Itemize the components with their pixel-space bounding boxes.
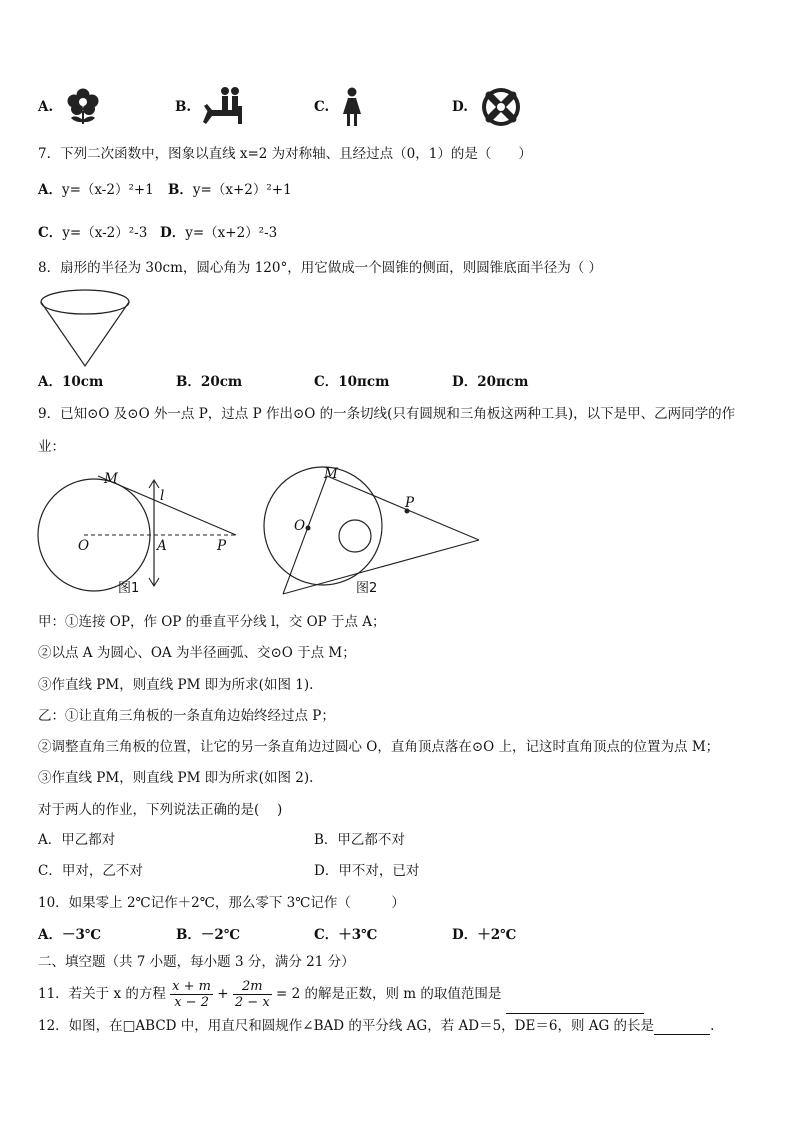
q11-line — [38, 974, 644, 1014]
q8-option-a: A．10cm — [38, 374, 104, 390]
q10-stem: 10．如果零上 2℃记作＋2℃，那么零下 3℃记作（ ） — [38, 895, 405, 911]
x-circle-icon — [480, 86, 522, 128]
q8-stem: 8．扇形的半径为 30cm，圆心角为 120°，用它做成一个圆锥的侧面，则圆锥底面半径为（ ） — [38, 260, 603, 276]
q9-jia-step2: ②以点 A 为圆心、OA 为半径画弧、交⊙O 于点 M； — [38, 645, 356, 661]
fig2-label-o: O — [294, 518, 306, 534]
q10-option-a: A．－3℃ — [38, 927, 102, 943]
fig1-label-o: O — [78, 538, 90, 554]
fig2-label-p: P — [405, 495, 415, 511]
q12-text: 12．如图，在□ABCD 中，用直尺和圆规作∠BAD 的平分线 AG，若 AD＝5，DE＝6，则 AG 的长是 — [38, 1018, 655, 1034]
woman-figure-icon — [340, 87, 364, 127]
cone-figure — [38, 288, 134, 370]
q7-option-d: D．y=（x+2）²-3 — [160, 225, 278, 241]
q9-yi-step1: 乙：①让直角三角板的一条直角边始终经过点 P； — [38, 708, 335, 724]
q7-stem: 7．下列二次函数中，图象以直线 x=2 为对称轴、且经过点（0，1）的是（ ） — [38, 146, 532, 162]
q11-fraction-2: $\frac{2m}{2 - x}$ — [234, 979, 270, 1010]
q7-option-a: A．y=（x-2）²+1 — [38, 182, 154, 198]
q9-option-b: B．甲乙都不对 — [314, 832, 405, 848]
fig1-label-a: A — [157, 538, 167, 554]
fig1-label-l: l — [160, 488, 165, 504]
q11-fraction-1: $\frac{x + m}{x - 2}$ — [172, 979, 211, 1010]
figure-1 — [36, 470, 246, 600]
q11-suffix: 的解是正数，则 m 的取值范围是 — [304, 986, 502, 1002]
q10-option-c: C．＋3℃ — [314, 927, 378, 943]
q9-yi-step3: ③作直线 PM，则直线 PM 即为所求(如图 2). — [38, 770, 314, 786]
q8-option-c: C．10πcm — [314, 374, 390, 390]
q6-option-c-label: C. — [314, 99, 330, 115]
q6-option-b-label: B. — [175, 99, 192, 115]
fig2-label-m: M — [324, 466, 338, 482]
figure-2 — [255, 466, 485, 596]
q11-equals: = 2 — [275, 986, 301, 1002]
q6-option-d-label: D. — [452, 99, 468, 115]
q10-option-d: D．＋2℃ — [452, 927, 517, 943]
fig1-label-p: P — [217, 538, 227, 554]
q9-jia-step1: 甲：①连接 OP，作 OP 的垂直平分线 l，交 OP 于点 A； — [38, 614, 386, 630]
q9-jia-step3: ③作直线 PM，则直线 PM 即为所求(如图 1). — [38, 677, 314, 693]
q9-question: 对于两人的作业，下列说法正确的是( ) — [38, 802, 283, 818]
section-heading: 二、填空题（共 7 小题，每小题 3 分，满分 21 分） — [38, 954, 355, 970]
flower-icon — [63, 87, 103, 127]
q12-line: 12．如图，在□ABCD 中，用直尺和圆规作∠BAD 的平分线 AG，若 AD＝5，DE＝6，则 AG 的长是 . — [38, 1018, 715, 1034]
q9-option-c: C．甲对，乙不对 — [38, 863, 143, 879]
fig1-caption: 图1 — [118, 581, 140, 596]
q7-option-c: C．y=（x-2）²-3 — [38, 225, 148, 241]
q9-yi-step2: ②调整直角三角板的位置，让它的另一条直角边过圆心 O，直角顶点落在⊙O 上，记这时直角顶点的位置为点 M； — [38, 739, 720, 755]
q9-option-a: A．甲乙都对 — [38, 832, 116, 848]
fig2-caption: 图2 — [356, 581, 378, 596]
q6-option-a-label: A. — [38, 99, 54, 115]
q9-option-d: D．甲不对，已对 — [314, 863, 420, 879]
q9-stem-line2: 业： — [38, 439, 65, 455]
q8-option-d: D．20πcm — [452, 374, 529, 390]
q7-option-b: B．y=（x+2）²+1 — [168, 182, 292, 198]
q10-option-b: B．－2℃ — [176, 927, 240, 943]
q11-plus: + — [217, 986, 229, 1002]
q8-option-b: B．20cm — [176, 374, 243, 390]
people-sitting-icon — [202, 86, 246, 126]
q9-stem-line1: 9．已知⊙O 及⊙O 外一点 P，过点 P 作出⊙O 的一条切线(只有圆规和三角板这两种工具)，以下是甲、乙两同学的作 — [38, 406, 736, 422]
q12-answer-blank[interactable] — [654, 1018, 710, 1035]
fig1-label-m: M — [104, 471, 118, 487]
q11-answer-blank[interactable] — [506, 987, 644, 1014]
q11-prefix: 11．若关于 x 的方程 — [38, 986, 166, 1002]
